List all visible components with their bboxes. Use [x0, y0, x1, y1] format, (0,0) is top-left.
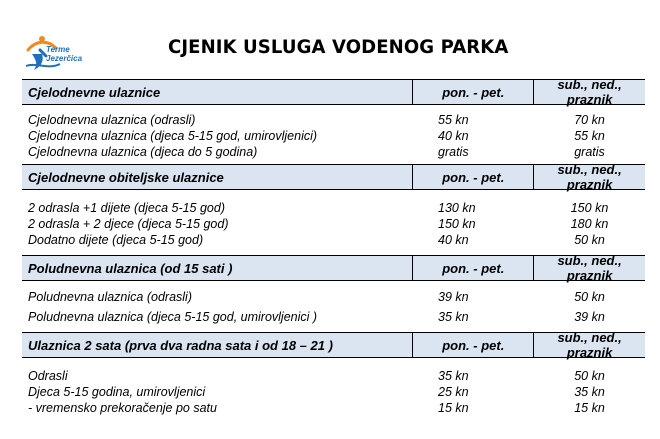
weekday-column-header: pon. - pet.	[413, 256, 534, 280]
weekday-column-header: pon. - pet.	[413, 80, 534, 104]
logo-text-jezercica: Jezerčica	[46, 54, 83, 63]
section-two-hours	[22, 330, 645, 420]
section-title: Ulaznica 2 sata (prva dva radna sata i od 18 – 21 )	[22, 333, 413, 357]
section-half-day	[22, 253, 645, 333]
section-header	[22, 253, 645, 283]
weekday-price: 35 kn	[438, 310, 469, 324]
weekday-price: 35 kn	[438, 369, 469, 383]
table-row	[22, 216, 645, 232]
weekday-price: 15 kn	[438, 401, 469, 415]
page-title: CJENIK USLUGA VODENOG PARKA	[168, 36, 509, 58]
weekend-price: 15 kn	[574, 401, 605, 415]
weekend-price: 50 kn	[574, 233, 605, 247]
ticket-name: - vremensko prekoračenje po satu	[28, 401, 217, 415]
section-family	[22, 162, 645, 256]
table-row	[22, 232, 645, 248]
ticket-name: Cjelodnevna ulaznica (djeca 5-15 god, umirovljenici)	[28, 129, 318, 143]
ticket-name: Cjelodnevna ulaznica (djeca do 5 godina)	[28, 145, 258, 159]
table-row	[22, 307, 645, 327]
ticket-name: Poludnevna ulaznica (djeca 5-15 god, umirovljenici )	[28, 310, 318, 324]
weekend-column-header: sub., ned., praznik	[557, 162, 622, 192]
ticket-name: Cjelodnevna ulaznica (odrasli)	[28, 113, 196, 127]
weekend-price: 50 kn	[574, 369, 605, 383]
table-row	[22, 400, 645, 416]
price-table	[22, 79, 645, 420]
section-header	[22, 77, 645, 107]
section-title: Poludnevna ulaznica (od 15 sati )	[22, 256, 413, 280]
section-full-day	[22, 77, 645, 165]
table-row	[22, 368, 645, 384]
weekend-price: gratis	[574, 145, 605, 159]
section-header	[22, 330, 645, 360]
weekend-column-header: sub., ned., praznik	[557, 330, 622, 360]
section-title: Cjelodnevne obiteljske ulaznice	[22, 165, 413, 189]
weekend-price: 55 kn	[574, 129, 605, 143]
weekday-price: gratis	[438, 145, 469, 159]
weekday-price: 130 kn	[438, 201, 476, 215]
weekday-price: 40 kn	[438, 233, 469, 247]
weekend-price: 39 kn	[574, 310, 605, 324]
table-row	[22, 144, 645, 160]
section-title: Cjelodnevne ulaznice	[22, 80, 413, 104]
weekday-column-header: pon. - pet.	[413, 165, 534, 189]
section-header	[22, 162, 645, 192]
ticket-name: Odrasli	[28, 369, 68, 383]
weekend-column-header: sub., ned., praznik	[557, 77, 622, 107]
weekday-price: 25 kn	[438, 385, 469, 399]
logo-text-terme: Terme	[46, 45, 70, 54]
ticket-name: Djeca 5-15 godina, umirovljenici	[28, 385, 206, 399]
weekday-price: 55 kn	[438, 113, 469, 127]
ticket-name: 2 odrasla +1 dijete (djeca 5-15 god)	[28, 201, 226, 215]
weekend-price: 50 kn	[574, 290, 605, 304]
table-row	[22, 128, 645, 144]
ticket-name: Dodatno dijete (djeca 5-15 god)	[28, 233, 204, 247]
weekday-price: 39 kn	[438, 290, 469, 304]
table-row	[22, 112, 645, 128]
weekday-price: 40 kn	[438, 129, 469, 143]
weekday-price: 150 kn	[438, 217, 476, 231]
terme-jezercica-logo	[22, 30, 92, 72]
weekend-price: 180 kn	[570, 217, 609, 231]
weekday-column-header: pon. - pet.	[413, 333, 534, 357]
table-row	[22, 384, 645, 400]
weekend-price: 35 kn	[574, 385, 605, 399]
weekend-price: 70 kn	[574, 113, 605, 127]
ticket-name: Poludnevna ulaznica (odrasli)	[28, 290, 192, 304]
weekend-column-header: sub., ned., praznik	[557, 253, 622, 283]
weekend-price: 150 kn	[570, 201, 609, 215]
table-row	[22, 287, 645, 307]
table-row	[22, 200, 645, 216]
ticket-name: 2 odrasla + 2 djece (djeca 5-15 god)	[28, 217, 229, 231]
